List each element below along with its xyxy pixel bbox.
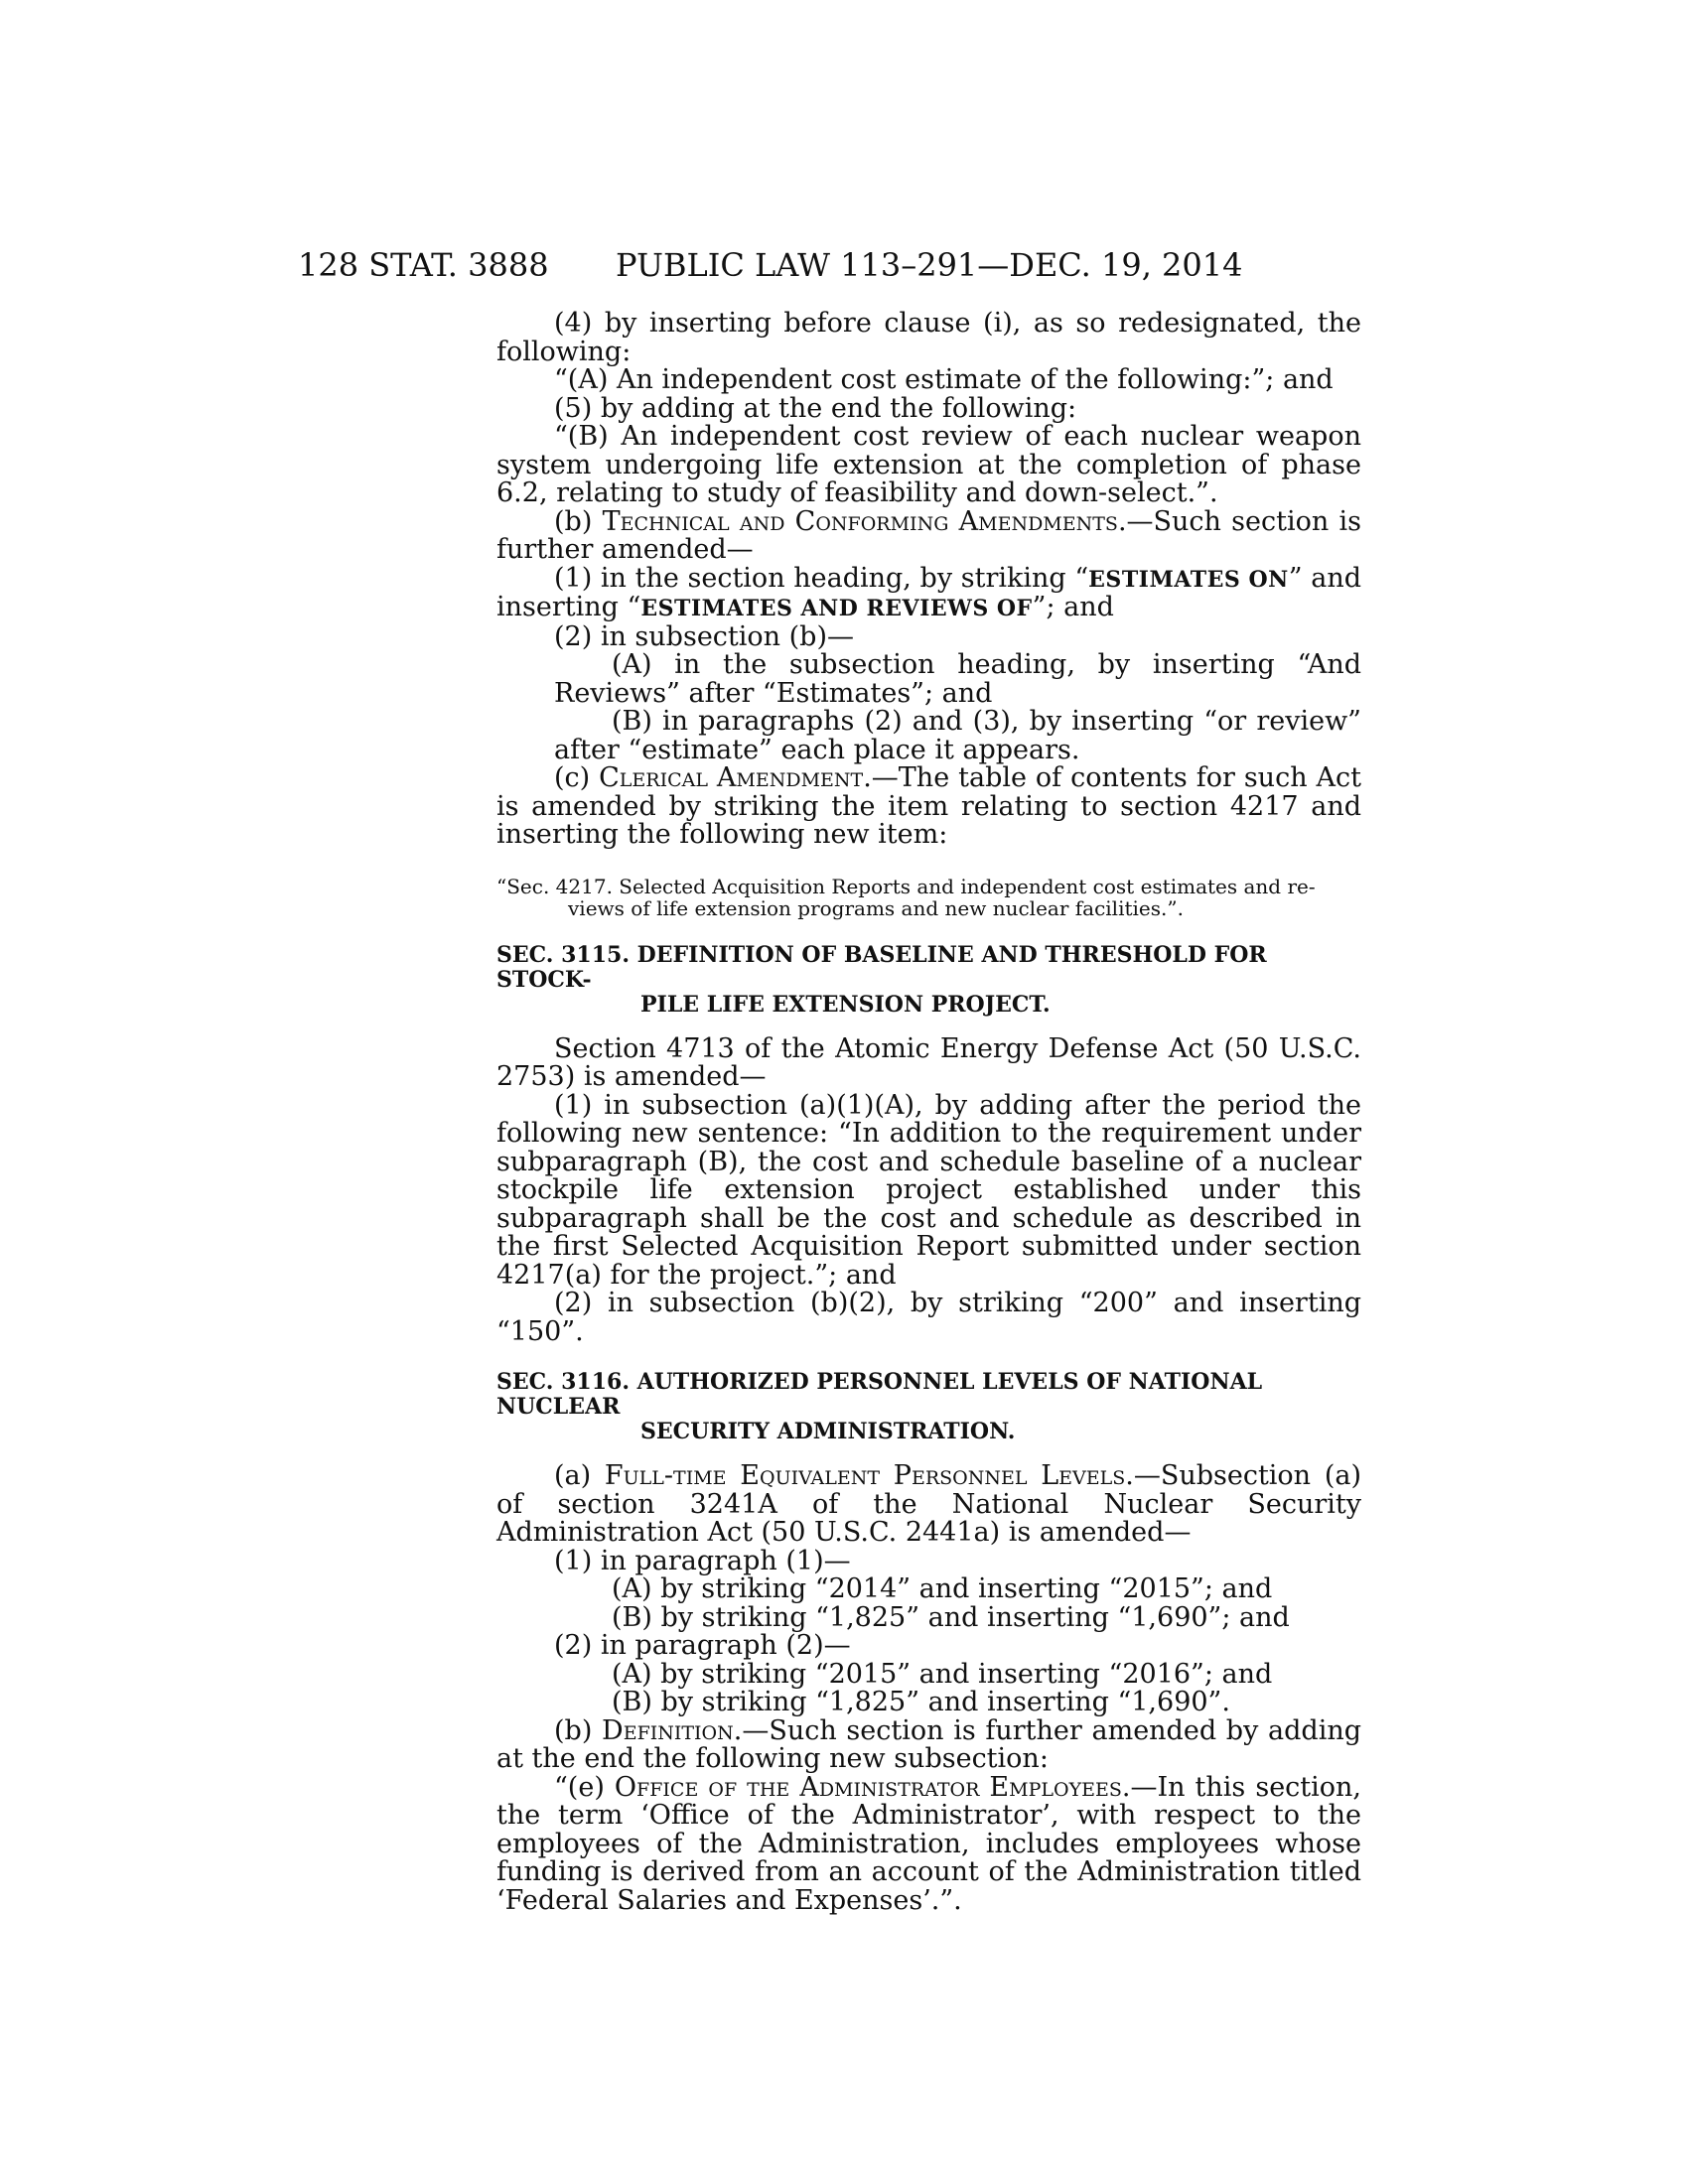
subsection-a-heading: Full-time Equivalent Personnel Levels bbox=[604, 1460, 1126, 1491]
item-4: (4) by inserting before clause (i), as so redesignated, the following: bbox=[496, 308, 1361, 367]
subsection-b-item-2b: (B) in paragraphs (2) and (3), by inserting “or review” after “estimate” each place it appears. bbox=[554, 706, 1361, 765]
subsection-b-lead: (b) bbox=[554, 505, 603, 537]
toc-line-2: views of life extension programs and new nuclear facilities.”. bbox=[568, 895, 1184, 920]
subsection-b-text-3116: .—Such section is further amended by adding at the end the following new subsection: bbox=[496, 1714, 1361, 1774]
struck-heading-text: ESTIMATES ON bbox=[1088, 566, 1289, 593]
subsection-e-lead: “(e) bbox=[554, 1771, 615, 1803]
paragraph-1a: (A) by striking “2014” and inserting “2015”; and bbox=[612, 1573, 1273, 1604]
inserted-heading-text: ESTIMATES AND REVIEWS OF bbox=[640, 596, 1033, 621]
paragraph-2: (2) in paragraph (2)— bbox=[554, 1630, 851, 1661]
table-of-contents-item bbox=[496, 876, 1361, 919]
subsection-c-text: .—The table of contents for such Act is amended by striking the item relating to section 4217 and inserting the following new item: bbox=[496, 762, 1361, 850]
quote-b: “(B) An independent cost review of each nuclear weapon system undergoing life extension at the completion of phase 6.2, relating to study of feasibility and down-select.”. bbox=[496, 421, 1361, 508]
subsection-a-text: .—Subsection (a) of section 3241A of the National Nuclear Security Administration Act (50 U.S.C. 2441a) is amended— bbox=[496, 1460, 1361, 1548]
subsection-b-item-2: (2) in subsection (b)— bbox=[554, 620, 854, 652]
subsection-c-lead: (c) bbox=[554, 762, 600, 793]
paragraph-2a: (A) by striking “2015” and inserting “2016”; and bbox=[612, 1658, 1273, 1690]
item-1-text-b: ” and inserting “ bbox=[496, 562, 1361, 622]
section-3116-heading bbox=[496, 1370, 1361, 1444]
paragraph-1b: (B) by striking “1,825” and inserting “1,690”; and bbox=[612, 1601, 1290, 1633]
subsection-b-item-2a: (A) in the subsection heading, by inserting “And Reviews” after “Estimates”; and bbox=[554, 649, 1361, 709]
statute-page-number: 128 STAT. 3888 bbox=[298, 246, 549, 284]
section-3115-item-1: (1) in subsection (a)(1)(A), by adding after the period the following new sentence: “In addition to the requirement under subparagraph (B), the cost and schedule baseline of a nuclear stockpile life extension project established under this subparagraph shall be the cost and schedule as described in the first Selected Acquisition Report submitted under section 4217(a) for the project.”; and bbox=[496, 1089, 1361, 1291]
paragraph-1: (1) in paragraph (1)— bbox=[554, 1545, 851, 1576]
subsection-a-lead: (a) bbox=[554, 1460, 605, 1491]
subsection-b-heading: Technical and Conforming Amendments bbox=[602, 505, 1118, 537]
section-3115-intro: Section 4713 of the Atomic Energy Defense Act (50 U.S.C. 2753) is amended— bbox=[496, 1032, 1361, 1092]
subsection-b-lead-3116: (b) bbox=[554, 1714, 603, 1746]
subsection-e-text: .—In this section, the term ‘Office of the Administrator’, with respect to the employees of the Administration, includes employees whose funding is derived from an account of the Administration titled ‘Federal Salaries and Expenses’.”. bbox=[496, 1771, 1362, 1916]
subsection-b-heading-3116: Definition bbox=[602, 1714, 734, 1746]
subsection-e bbox=[496, 1771, 1362, 1916]
subsection-b-text: .—Such section is further amended— bbox=[496, 505, 1361, 565]
public-law-header: PUBLIC LAW 113–291—DEC. 19, 2014 bbox=[616, 246, 1243, 284]
subsection-c bbox=[496, 764, 1361, 850]
section-3115-title-line-1: SEC. 3115. DEFINITION OF BASELINE AND THRESHOLD FOR STOCK- bbox=[496, 941, 1267, 993]
item-1-text-c: ”; and bbox=[1032, 592, 1114, 622]
toc-line-1: “Sec. 4217. Selected Acquisition Reports and independent cost estimates and re- bbox=[496, 874, 1316, 898]
section-3115-item-2: (2) in subsection (b)(2), by striking “200” and inserting “150”. bbox=[496, 1288, 1361, 1347]
subsection-b-item-1 bbox=[496, 562, 1361, 623]
subsection-b bbox=[496, 505, 1361, 565]
section-3116-title-line-1: SEC. 3116. AUTHORIZED PERSONNEL LEVELS OF NATIONAL NUCLEAR bbox=[496, 1369, 1263, 1420]
item-5: (5) by adding at the end the following: bbox=[554, 392, 1077, 424]
section-3116-subsection-a bbox=[496, 1462, 1361, 1548]
document-body bbox=[496, 310, 1361, 1915]
section-3116-subsection-b bbox=[496, 1714, 1361, 1774]
subsection-e-heading: Office of the Administrator Employees bbox=[614, 1771, 1122, 1803]
section-3116-title-line-2: SECURITY ADMINISTRATION. bbox=[640, 1419, 1016, 1444]
section-3115-heading bbox=[496, 943, 1361, 1018]
quote-a: “(A) An independent cost estimate of the following:”; and bbox=[554, 364, 1334, 395]
paragraph-2b: (B) by striking “1,825” and inserting “1,690”. bbox=[612, 1687, 1230, 1717]
item-1-text-a: (1) in the section heading, by striking “ bbox=[554, 562, 1089, 594]
subsection-c-heading: Clerical Amendment bbox=[599, 762, 864, 793]
section-3115-title-line-2: PILE LIFE EXTENSION PROJECT. bbox=[640, 991, 1051, 1018]
